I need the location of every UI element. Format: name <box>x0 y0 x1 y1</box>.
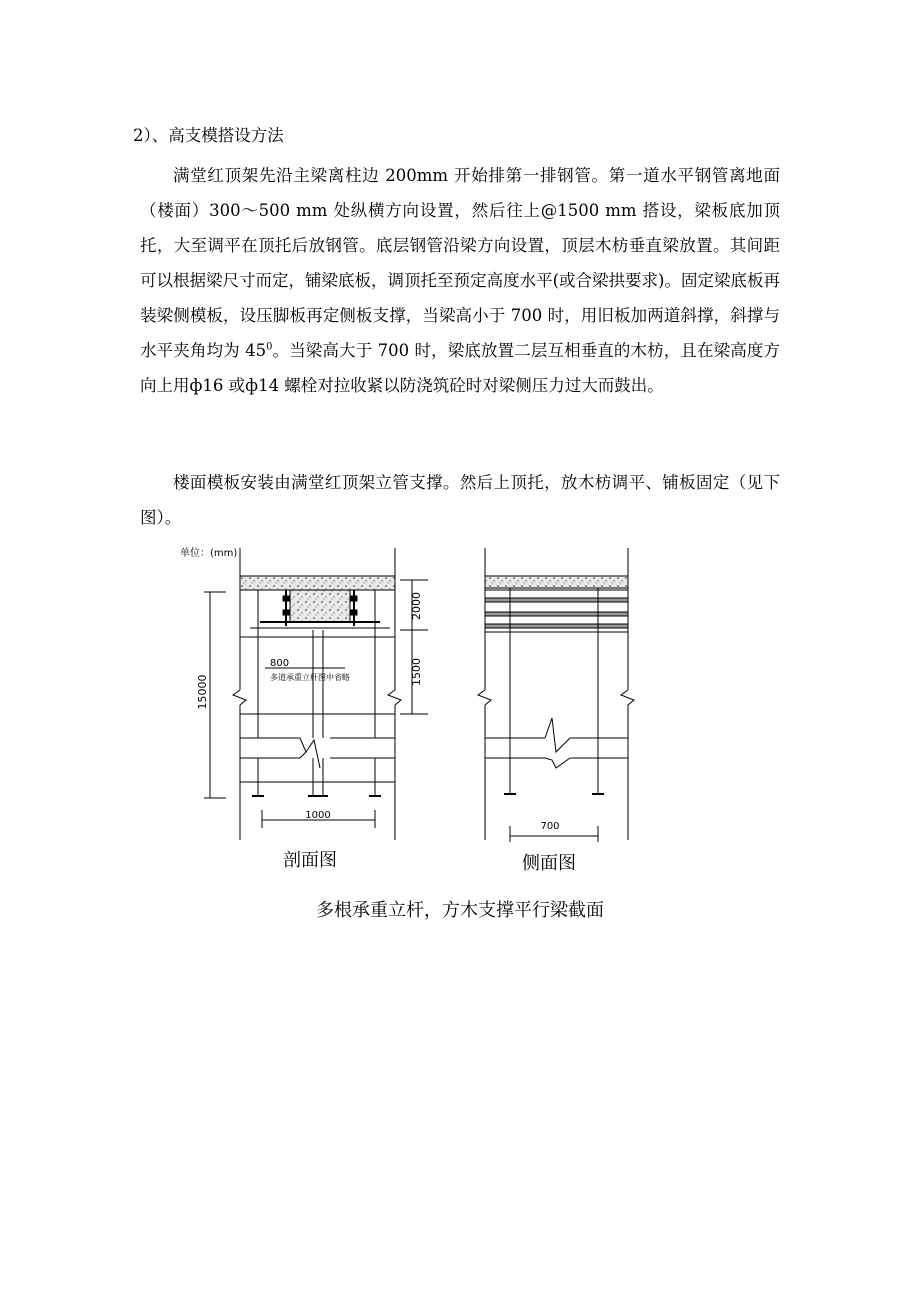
side-slab <box>485 576 628 588</box>
caption-section: 剖面图 <box>283 850 337 871</box>
beam-section <box>290 590 350 622</box>
paragraph-method-part2: 。当梁高大于 700 时，梁底放置二层互相垂直的木枋，且在梁高度方向上用ф16 或ф14 螺栓对拉收紧以防浇筑砼时对梁侧压力过大而鼓出。 <box>140 341 780 395</box>
omitted-note: 多道承重立杆图中省略 <box>270 673 350 682</box>
section-heading: 2）、高支模搭设方法 <box>133 126 284 145</box>
dim-700: 700 <box>540 821 560 832</box>
dim-1000: 1000 <box>305 810 331 821</box>
floor-slab <box>240 576 395 590</box>
dim-800: 800 <box>270 658 290 669</box>
side-view <box>478 548 634 842</box>
section-view <box>204 548 428 840</box>
caption-side: 侧面图 <box>522 853 576 874</box>
paragraph-method-part1: 满堂红顶架先沿主梁离柱边 200mm 开始排第一排钢管。第一道水平钢管离地面（楼面）300～500 mm 处纵横方向设置，然后往上@1500 mm 搭设，梁板底加顶托，大至调平在顶托后放钢管。底层钢管沿梁方向设置，顶层木枋垂直梁放置。其间距可以根据梁尺寸而定，铺梁底板，调顶托至预定高度水平(或合梁拱要求)。固定梁底板再装梁侧模板，设压脚板再定侧板支撑，当梁高小于 700 时，用旧板加两道斜撑，斜撑与水平夹角均为 45 <box>140 166 780 360</box>
dim-15000: 15000 <box>196 674 209 710</box>
unit-label: 单位：(mm) <box>180 548 238 559</box>
dim-1500: 1500 <box>410 658 423 686</box>
paragraph-floor-formwork: 楼面模板安装由满堂红顶架立管支撑。然后上顶托，放木枋调平、铺板固定（见下图）。 <box>140 473 780 527</box>
degree-superscript: 0 <box>266 341 273 353</box>
figure-title: 多根承重立杆，方木支撑平行梁截面 <box>316 900 604 921</box>
dim-2000: 2000 <box>410 592 423 620</box>
